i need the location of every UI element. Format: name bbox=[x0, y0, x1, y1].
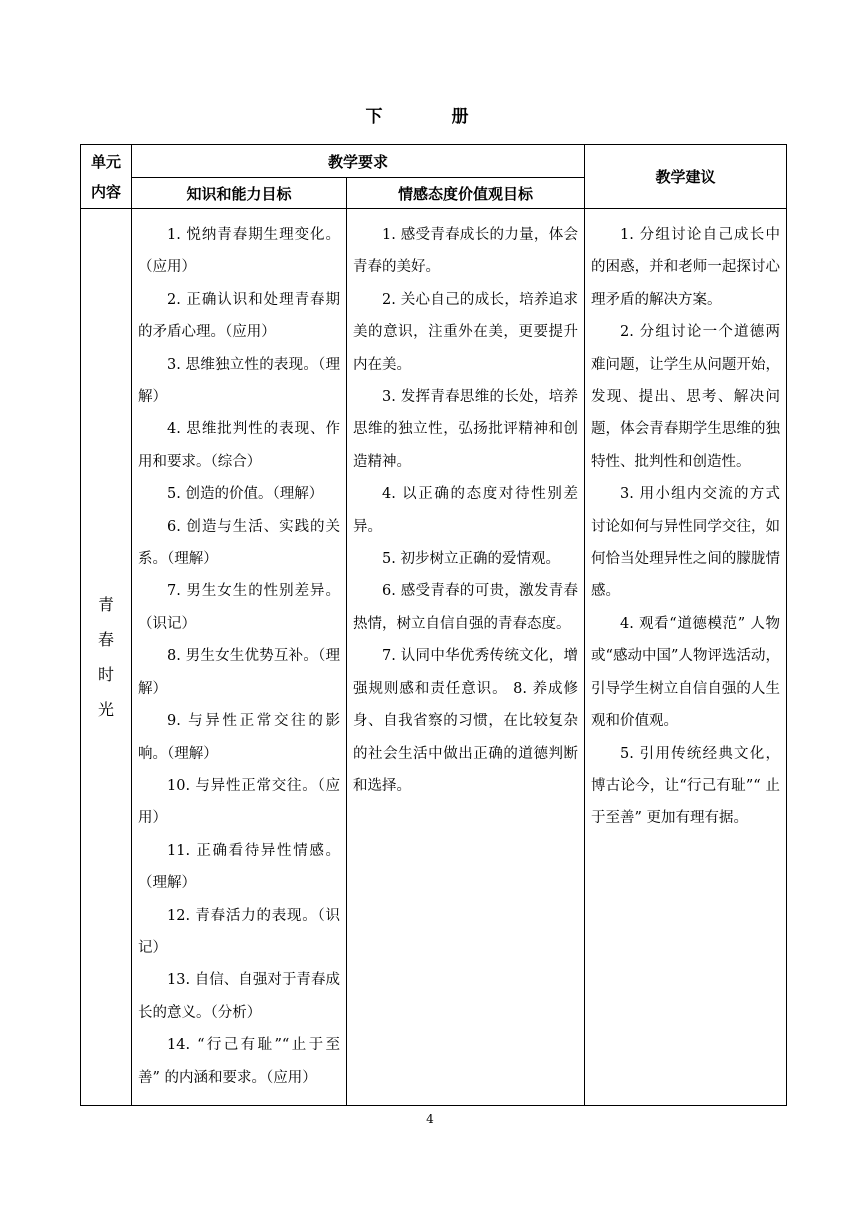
emotion-attitude-cell bbox=[347, 209, 585, 1106]
page-title: 下 册 bbox=[365, 107, 495, 127]
unit-name-char: 光 bbox=[97, 700, 114, 719]
emotion-item: 2. 关心自己的成长，培养追求美的意识，注重外在美，更要提升内在美。 bbox=[353, 291, 579, 373]
emotion-item: 1. 感受青春成长的力量，体会青春的美好。 bbox=[353, 227, 579, 276]
suggestion-item: 1. 分组讨论自己成长中的困惑，并和老师一起探讨心理矛盾的解决方案。 bbox=[591, 227, 781, 308]
knowledge-item: 10. 与异性正常交往。（应用） bbox=[138, 777, 340, 827]
emotion-item: 6. 感受青春的可贵，激发青春热情，树立自信自强的青春态度。 bbox=[353, 583, 579, 632]
page-number: 4 bbox=[426, 1112, 434, 1126]
header-emotion-attitude: 情感态度价值观目标 bbox=[347, 178, 585, 209]
knowledge-item: 11. 正确看待异性情感。（理解） bbox=[138, 842, 340, 892]
header-teaching-suggestions: 教学建议 bbox=[585, 145, 787, 209]
knowledge-item: 6. 创造与生活、实践的关系。（理解） bbox=[138, 518, 340, 568]
suggestion-item: 2. 分组讨论一个道德两难问题，让学生从问题开始，发现、提出、思考、解决问题，体会青春期学生思维的独特性、批判性和创造性。 bbox=[591, 324, 781, 470]
unit-name-char: 青 bbox=[97, 595, 114, 614]
suggestion-item: 4. 观看“道德模范” 人物或“感动中国”人物评选活动，引导学生树立自信自强的人生观和价值观。 bbox=[591, 615, 781, 730]
teaching-suggestions-cell bbox=[585, 209, 787, 1106]
suggestion-item: 5. 引用传统经典文化，博古论今，让“行己有耻”“ 止于至善” 更加有理有据。 bbox=[591, 745, 781, 827]
knowledge-item: 4. 思维批判性的表现、作用和要求。（综合） bbox=[138, 421, 340, 470]
knowledge-item: 7. 男生女生的性别差异。（识记） bbox=[138, 583, 340, 632]
header-unit-content-label: 单元内容 bbox=[90, 152, 121, 201]
knowledge-ability-cell bbox=[132, 209, 347, 1106]
unit-name-char: 时 bbox=[97, 665, 114, 684]
knowledge-item: 1. 悦纳青春期生理变化。（应用） bbox=[138, 227, 340, 276]
header-unit-content bbox=[81, 145, 132, 209]
knowledge-item: 3. 思维独立性的表现。（理解） bbox=[138, 356, 340, 406]
unit-name-char: 春 bbox=[97, 630, 114, 649]
emotion-item: 5. 初步树立正确的爱情观。 bbox=[382, 551, 560, 568]
knowledge-item: 5. 创造的价值。（理解） bbox=[167, 486, 324, 503]
curriculum-table bbox=[80, 144, 787, 1106]
knowledge-item: 13. 自信、自强对于青春成长的意义。（分析） bbox=[138, 972, 340, 1021]
header-teaching-requirements: 教学要求 bbox=[132, 145, 585, 178]
knowledge-item: 8. 男生女生优势互补。（理解） bbox=[138, 648, 340, 697]
emotion-item: 7. 认同中华优秀传统文化，增强规则感和责任意识。 8. 养成修身、自我省察的习惯，在比较复杂的社会生活中做出正确的道德判断和选择。 bbox=[353, 648, 579, 794]
suggestion-item: 3. 用小组内交流的方式讨论如何与异性同学交往，如何恰当处理异性之间的朦胧情感。 bbox=[591, 486, 781, 600]
emotion-item: 4. 以正确的态度对待性别差异。 bbox=[353, 486, 579, 535]
knowledge-item: 9. 与异性正常交往的影响。（理解） bbox=[138, 713, 340, 762]
emotion-item: 3. 发挥青春思维的长处，培养思维的独立性，弘扬批评精神和创造精神。 bbox=[353, 389, 579, 470]
header-knowledge-ability: 知识和能力目标 bbox=[132, 178, 347, 209]
knowledge-item: 14. “行己有耻”“止于至善” 的内涵和要求。（应用） bbox=[138, 1037, 340, 1086]
unit-name-cell bbox=[81, 209, 132, 1106]
knowledge-item: 2. 正确认识和处理青春期的矛盾心理。（应用） bbox=[138, 291, 340, 341]
knowledge-item: 12. 青春活力的表现。（识记） bbox=[138, 907, 340, 956]
